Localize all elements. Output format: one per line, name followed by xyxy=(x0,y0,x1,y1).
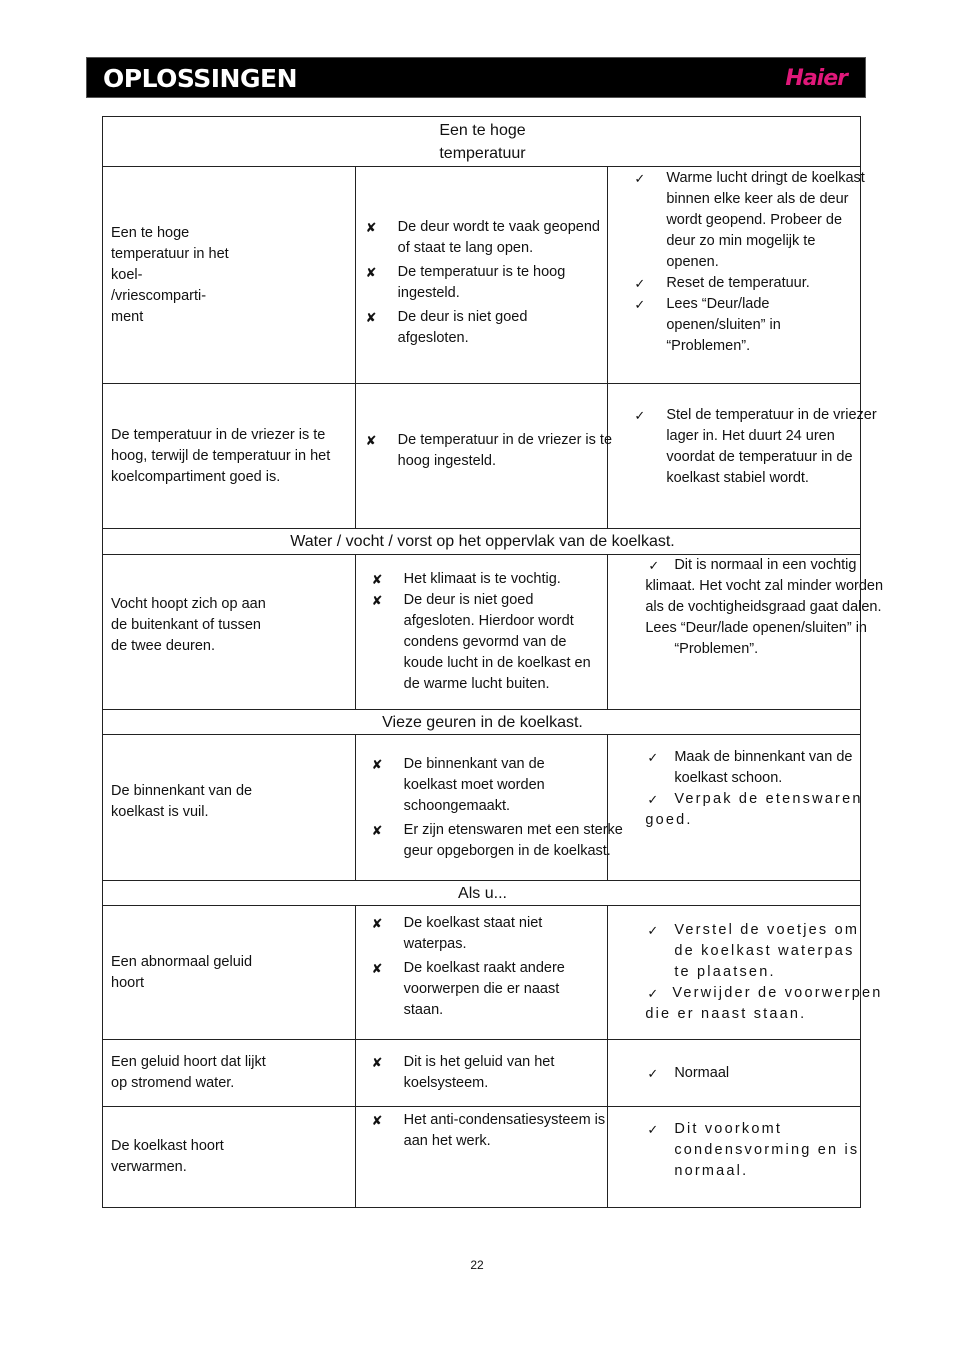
cross-icon: ✘ xyxy=(371,1113,383,1128)
solution-cell xyxy=(608,906,883,1040)
cause-text: Er zijn etenswaren met een sterke geur opgeborgen in de koelkast. xyxy=(403,821,623,859)
problem-text: De binnenkant van de koelkast is vuil. xyxy=(111,782,253,820)
solution-item xyxy=(645,983,897,1025)
check-icon: ✓ xyxy=(647,750,659,765)
cause-cell xyxy=(355,906,608,1040)
solution-text: Dit is normaal in een vochtig klimaat. Het vocht zal minder worden als de vochtigheidsgraad gaat dalen. xyxy=(645,557,884,615)
table-row xyxy=(103,735,861,881)
solution-cell xyxy=(608,735,861,881)
brand-logo: Haier xyxy=(785,66,847,91)
cross-icon: ✘ xyxy=(371,822,383,838)
solution-text: Normaal xyxy=(674,1064,730,1081)
cause-text: Het klimaat is te vochtig. xyxy=(403,571,561,587)
section-title: Water / vocht / vorst op het oppervlak van de koelkast. xyxy=(103,529,861,555)
cause-item xyxy=(370,958,602,1021)
check-icon: ✓ xyxy=(647,792,659,807)
page-header xyxy=(86,57,866,98)
solution-text: Reset de temperatuur. xyxy=(666,275,810,291)
cause-cell xyxy=(355,167,608,384)
problem-text: De koelkast hoort verwarmen. xyxy=(111,1138,224,1175)
cross-icon: ✘ xyxy=(371,915,383,931)
cross-icon: ✘ xyxy=(371,572,383,587)
solution-cell xyxy=(608,384,877,529)
cause-item xyxy=(370,1110,606,1152)
cross-icon: ✘ xyxy=(365,310,377,325)
cross-icon: ✘ xyxy=(371,960,383,976)
check-icon: ✓ xyxy=(648,558,660,573)
check-icon: ✓ xyxy=(647,1065,659,1081)
solution-text: Lees “Deur/lade openen/sluiten” in “Problemen”. xyxy=(666,296,781,354)
problem-cell xyxy=(103,735,356,881)
check-icon: ✓ xyxy=(647,923,659,938)
cause-item xyxy=(370,754,602,817)
page-number: 22 xyxy=(470,1258,484,1272)
problem-text: Een abnormaal geluid hoort xyxy=(111,953,253,991)
solution-item xyxy=(632,168,865,273)
cause-text: Dit is het geluid van het koelsysteem. xyxy=(403,1054,555,1091)
cross-icon: ✘ xyxy=(365,265,377,280)
problem-cell xyxy=(103,555,356,710)
solution-cell xyxy=(608,167,865,384)
cause-cell xyxy=(355,1107,608,1208)
solution-item xyxy=(632,405,877,489)
section-title: Vieze geuren in de koelkast. xyxy=(103,710,861,735)
cause-item xyxy=(364,430,613,472)
cause-cell xyxy=(355,384,613,529)
table-row xyxy=(103,167,861,384)
problem-text: Een geluid hoort dat lijkt op stromend water. xyxy=(111,1054,266,1091)
cause-cell xyxy=(355,1040,608,1107)
problem-cell xyxy=(103,906,356,1040)
section-title: Als u... xyxy=(103,881,861,906)
cause-cell xyxy=(355,735,623,881)
section-header-row xyxy=(103,529,861,555)
problem-text: Een te hoge temperatuur in het koel- /vriescomparti- ment xyxy=(111,224,229,325)
check-icon: ✓ xyxy=(634,171,646,186)
table-row xyxy=(103,384,861,529)
cause-text: De deur is niet goed afgesloten. Hierdoor wordt condens gevormd van de koude lucht in de koelkast en de warme lucht buiten. xyxy=(403,592,591,692)
cross-icon: ✘ xyxy=(371,1055,383,1070)
cause-item xyxy=(370,913,602,955)
cause-text: Het anti-condensatiesysteem is aan het werk. xyxy=(403,1112,606,1149)
cause-text: De deur wordt te vaak geopend of staat te lang open. xyxy=(397,219,600,256)
cause-item xyxy=(370,820,623,862)
problem-cell xyxy=(103,167,356,384)
cause-text: De temperatuur in de vriezer is te hoog ingesteld. xyxy=(397,432,613,469)
table-row xyxy=(103,1107,861,1208)
solution-text: Maak de binnenkant van de koelkast schoon. xyxy=(674,749,853,786)
solution-item xyxy=(645,920,895,983)
solutions-table xyxy=(102,116,884,1208)
section-title xyxy=(103,117,861,167)
solution-text: Verpak de etenswaren goed. xyxy=(645,791,863,828)
problem-text: De temperatuur in de vriezer is te hoog, terwijl de temperatuur in het koelcompartiment goed is. xyxy=(111,426,331,485)
check-icon: ✓ xyxy=(647,1122,659,1137)
solution-item xyxy=(632,294,854,357)
cause-text: De deur is niet goed afgesloten. xyxy=(397,309,528,346)
solution-item xyxy=(645,555,890,660)
problem-cell xyxy=(103,1040,356,1107)
cause-item xyxy=(370,590,602,695)
table-row xyxy=(103,555,861,710)
table-row xyxy=(103,1040,861,1107)
cross-icon: ✘ xyxy=(365,220,377,235)
section-header-row xyxy=(103,117,861,167)
problem-text: Vocht hoopt zich op aan de buitenkant of tussen de twee deuren. xyxy=(111,595,266,654)
check-icon: ✓ xyxy=(647,986,659,1001)
cause-item xyxy=(364,262,602,304)
cause-item xyxy=(364,307,602,349)
solution-text: Dit voorkomt condensvorming en is normaal. xyxy=(674,1121,860,1179)
solution-item xyxy=(645,789,885,831)
solution-text: Verstel de voetjes om de koelkast waterpas te plaatsen. xyxy=(674,922,860,980)
solution-text: Lees “Deur/lade openen/sluiten” in “Problemen”. xyxy=(645,620,867,657)
problem-cell xyxy=(103,384,356,529)
table-row xyxy=(103,906,861,1040)
solution-item xyxy=(645,747,885,789)
cross-icon: ✘ xyxy=(371,593,383,608)
section-header-row xyxy=(103,881,861,906)
cross-icon: ✘ xyxy=(365,433,377,448)
section-title-text: Een te hoge temperatuur xyxy=(439,121,526,162)
solution-text: Verwijder de voorwerpen die er naast staan. xyxy=(645,985,883,1022)
solution-cell xyxy=(608,1040,861,1107)
section-header-row xyxy=(103,710,861,735)
solution-cell xyxy=(608,555,884,710)
solution-item xyxy=(645,1119,860,1182)
check-icon: ✓ xyxy=(634,276,646,291)
cause-text: De koelkast staat niet waterpas. xyxy=(403,914,543,952)
solution-text: Stel de temperatuur in de vriezer lager in. Het duurt 24 uren voordat de temperatuur in de koelkast stabiel wordt. xyxy=(666,407,877,486)
solution-item xyxy=(632,273,854,294)
cause-text: De koelkast raakt andere voorwerpen die er naast staan. xyxy=(403,959,565,1018)
cause-cell xyxy=(355,555,608,710)
problem-cell xyxy=(103,1107,356,1208)
solution-cell xyxy=(608,1107,861,1208)
cause-text: De temperatuur is te hoog ingesteld. xyxy=(397,264,566,301)
cross-icon: ✘ xyxy=(371,756,383,772)
cause-item xyxy=(370,569,602,590)
check-icon: ✓ xyxy=(634,408,646,423)
cause-item xyxy=(370,1052,602,1094)
solution-item xyxy=(645,1063,854,1084)
page-title: OPLOSSINGEN xyxy=(103,64,297,93)
solution-text: Warme lucht dringt de koelkast binnen elke keer als de deur wordt geopend. Probeer de deur zo min mogelijk te openen. xyxy=(666,170,865,270)
cause-text: De binnenkant van de koelkast moet worden schoongemaakt. xyxy=(403,755,545,814)
check-icon: ✓ xyxy=(634,297,646,312)
cause-item xyxy=(364,217,602,259)
